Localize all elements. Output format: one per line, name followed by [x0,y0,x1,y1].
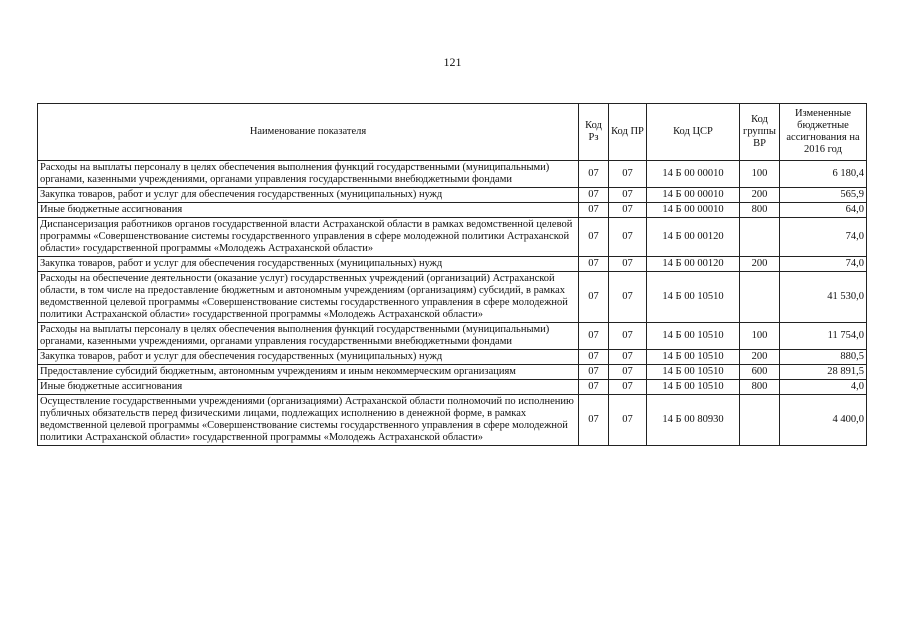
table-row [38,203,867,218]
row-pr: 07 [609,395,647,446]
row-vr: 200 [740,188,780,203]
table-row [38,218,867,257]
row-name: Закупка товаров, работ и услуг для обеспечения государственных (муниципальных) нужд [38,188,579,203]
row-rz: 07 [579,257,609,272]
table-row [38,272,867,323]
row-vr: 100 [740,161,780,188]
row-sum: 74,0 [780,218,867,257]
header-pr: Код ПР [609,104,647,161]
table-row [38,257,867,272]
table-row [38,350,867,365]
row-rz: 07 [579,380,609,395]
row-pr: 07 [609,188,647,203]
row-vr: 100 [740,323,780,350]
row-vr: 600 [740,365,780,380]
row-name: Иные бюджетные ассигнования [38,203,579,218]
row-vr: 200 [740,257,780,272]
table-row [38,188,867,203]
row-rz: 07 [579,323,609,350]
row-csr: 14 Б 00 00010 [647,203,740,218]
row-csr: 14 Б 00 80930 [647,395,740,446]
row-vr [740,218,780,257]
row-rz: 07 [579,161,609,188]
row-vr: 800 [740,203,780,218]
row-pr: 07 [609,161,647,188]
row-pr: 07 [609,257,647,272]
row-name: Закупка товаров, работ и услуг для обеспечения государственных (муниципальных) нужд [38,257,579,272]
row-csr: 14 Б 00 10510 [647,380,740,395]
row-csr: 14 Б 00 10510 [647,323,740,350]
row-sum: 6 180,4 [780,161,867,188]
row-name: Расходы на обеспечение деятельности (оказание услуг) государственных учреждений (организаций) Астраханской области, в том числе на предоставление бюджетным и автономным учреждениям (организациям) субсидий, в рамках ведомственной целевой программы «Совершенствование системы государственного управления в сфере молодежной политики Астраханской области» государственной программы «Молодежь Астраханской области» [38,272,579,323]
table-row [38,323,867,350]
row-rz: 07 [579,203,609,218]
row-sum: 565,9 [780,188,867,203]
budget-table [37,103,867,446]
row-sum: 4,0 [780,380,867,395]
row-vr [740,272,780,323]
row-name: Закупка товаров, работ и услуг для обеспечения государственных (муниципальных) нужд [38,350,579,365]
row-csr: 14 Б 00 00120 [647,257,740,272]
row-name: Предоставление субсидий бюджетным, автономным учреждениям и иным некоммерческим организациям [38,365,579,380]
row-pr: 07 [609,323,647,350]
header-rz: Код Рз [579,104,609,161]
row-rz: 07 [579,272,609,323]
row-sum: 11 754,0 [780,323,867,350]
row-pr: 07 [609,272,647,323]
row-sum: 41 530,0 [780,272,867,323]
row-rz: 07 [579,218,609,257]
row-sum: 880,5 [780,350,867,365]
row-rz: 07 [579,365,609,380]
row-name: Иные бюджетные ассигнования [38,380,579,395]
row-pr: 07 [609,350,647,365]
row-rz: 07 [579,395,609,446]
row-csr: 14 Б 00 10510 [647,365,740,380]
table-row [38,380,867,395]
row-sum: 64,0 [780,203,867,218]
row-name: Осуществление государственными учреждениями (организациями) Астраханской области полномочий по исполнению публичных обязательств перед физическими лицами, подлежащих исполнению в денежной форме, в рамках ведомственной целевой программы «Совершенствование системы государственного управления в сфере молодежной политики Астраханской области» государственной программы «Молодежь Астраханской области» [38,395,579,446]
header-csr: Код ЦСР [647,104,740,161]
row-vr: 800 [740,380,780,395]
row-pr: 07 [609,365,647,380]
row-sum: 74,0 [780,257,867,272]
row-csr: 14 Б 00 00010 [647,188,740,203]
header-name: Наименование показателя [38,104,579,161]
row-csr: 14 Б 00 00120 [647,218,740,257]
row-vr: 200 [740,350,780,365]
row-name: Диспансеризация работников органов государственной власти Астраханской области в рамках ведомственной целевой программы «Совершенствование системы государственного управления в сфере молодежной политики Астраханской области» государственной программы «Молодежь Астраханской области» [38,218,579,257]
table-row [38,161,867,188]
row-csr: 14 Б 00 10510 [647,272,740,323]
header-vr: Код группы ВР [740,104,780,161]
row-rz: 07 [579,188,609,203]
table-row [38,395,867,446]
row-pr: 07 [609,203,647,218]
row-name: Расходы на выплаты персоналу в целях обеспечения выполнения функций государственными (муниципальными) органами, казенными учреждениями, органами управления государственными внебюджетными фондами [38,323,579,350]
row-csr: 14 Б 00 00010 [647,161,740,188]
row-name: Расходы на выплаты персоналу в целях обеспечения выполнения функций государственными (муниципальными) органами, казенными учреждениями, органами управления государственными внебюджетными фондами [38,161,579,188]
table-row [38,365,867,380]
row-sum: 4 400,0 [780,395,867,446]
row-csr: 14 Б 00 10510 [647,350,740,365]
table-header-row [38,104,867,161]
row-pr: 07 [609,380,647,395]
row-rz: 07 [579,350,609,365]
page-number: 121 [443,55,462,69]
row-sum: 28 891,5 [780,365,867,380]
row-vr [740,395,780,446]
row-pr: 07 [609,218,647,257]
header-sum: Измененные бюджетные ассигнования на 2016 год [780,104,867,161]
